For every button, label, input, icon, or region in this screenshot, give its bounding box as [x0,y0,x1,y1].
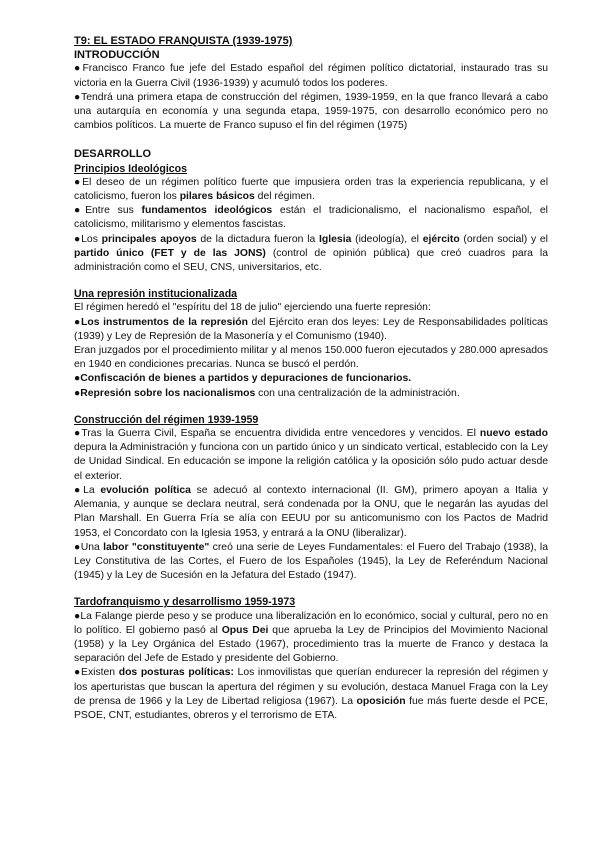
intro-paragraph-1: ●Francisco Franco fue jefe del Estado español del régimen político dictatorial, instaurado tras su victoria en la Guerra Civil (1936-1939) y acumuló todos los poderes. [74,63,548,89]
represion-paragraph-2: ●Los instrumentos de la represión del Ejército eran dos leyes: Ley de Responsabilidades políticas (1939) y Ley de Represión de la Masonería y el Comunismo (1940). [74,316,548,342]
construccion-paragraph-3: ●Una labor "constituyente" creó una serie de Leyes Fundamentales: el Fuero del Trabajo (1938), la Ley Constitutiva de las Cortes, el Fuero de los Españoles (1945), la Ley de Referéndum Nacional (1945) y la Ley de Sucesión en la Jefatura del Estado (1947). [74,541,548,582]
principios-paragraph-1: ●El deseo de un régimen político fuerte que impusiera orden tras la experiencia republicana, y el catolicismo, fueron los pilares básicos del régimen. [74,176,548,203]
construccion-paragraph-1: ●Tras la Guerra Civil, España se encuentra dividida entre vencedores y vencidos. El nuevo estado depura la Administración y funciona con un partido único y un sindicato vertical, establecido con la Ley de Unidad Sindical. En educación se impone la religión católica y la oposición sólo pudo actuar desde el exterior. [74,428,548,482]
desarrollo-heading: DESARROLLO [74,148,151,161]
represion-paragraph-3: Eran juzgados por el procedimiento militar y al menos 150.000 fueron ejecutados y 280.000 apresados en 1940 en condiciones precarias. Nunca se buscó el perdón. [74,345,548,371]
tardofranquismo-paragraph-1: ●La Falange pierde peso y se produce una liberalización en lo económico, social y cultural, pero no en lo político. El gobierno pasó al Opus Dei que aprueba la Ley de Principios del Movimiento Nacional (1958) y la Ley Orgánica del Estado (1967), procedimiento tras la muerte de Franco y destaca la separación del Jefe de Estado y presidente del Gobierno. [74,610,548,665]
section-title-tardofranquismo: Tardofranquismo y desarrollismo 1959-1973 [74,596,296,609]
section-title-principios: Principios Ideológicos [74,162,188,175]
tardofranquismo-paragraph-2: ●Existen dos posturas políticas: Los inmovilistas que querían endurecer la represión del régimen y los aperturistas que buscan la apertura del régimen y su evolución, destaca Manuel Fraga con la Ley de prensa de 1966 y la Ley de Libertad religiosa (1967). La oposición fue más fuerte desde el PCE, PSOE, CNT, estudiantes, obreros y el terrorismo de ETA. [74,667,548,721]
represion-paragraph-1: El régimen heredó el "espíritu del 18 de julio" ejerciendo una fuerte represión: [74,302,431,314]
intro-heading: INTRODUCCIÓN [74,49,160,62]
principios-paragraph-3: ●Los principales apoyos de la dictadura fueron la Iglesia (ideología), el ejército (orden social) y el partido único (FET y de las JONS) (control de opinión pública) que creó cuadros para la administración como el SEU, CNS, universitarios, etc. [74,233,548,274]
document-title: T9: EL ESTADO FRANQUISTA (1939-1975) [74,35,293,47]
section-title-represion: Una represión institucionalizada [74,288,238,301]
intro-paragraph-2: ●Tendrá una primera etapa de construcción del régimen, 1939-1959, en la que franco llevará a cabo una autarquía en economía y una segunda etapa, 1959-1975, con desarrollo económico pero no cambios políticos. La muerte de Franco supuso el fin del régimen (1975) [74,91,548,132]
represion-paragraph-4: ●Confiscación de bienes a partidos y depuraciones de funcionarios. [74,373,412,385]
represion-paragraph-5: ●Represión sobre los nacionalismos con una centralización de la administración. [74,387,460,399]
section-title-construccion: Construcción del régimen 1939-1959 [74,413,259,426]
principios-paragraph-2: ●Entre sus fundamentos ideológicos están el tradicionalismo, el nacionalismo español, el catolicismo, militarismo y elementos fascistas. [74,205,548,231]
construccion-paragraph-2: ●La evolución política se adecuó al contexto internacional (II. GM), primero apoyan a Italia y Alemania, y aunque se declara neutral, será condenada por la ONU, que le negarán las ayudas del Plan Marshall. En Guerra Fría se alía con EEUU por su anticomunismo con los Pactos de Madrid 1953, el Concordato con la Iglesia 1953, y entrará a la ONU (liberalizar). [74,484,548,539]
